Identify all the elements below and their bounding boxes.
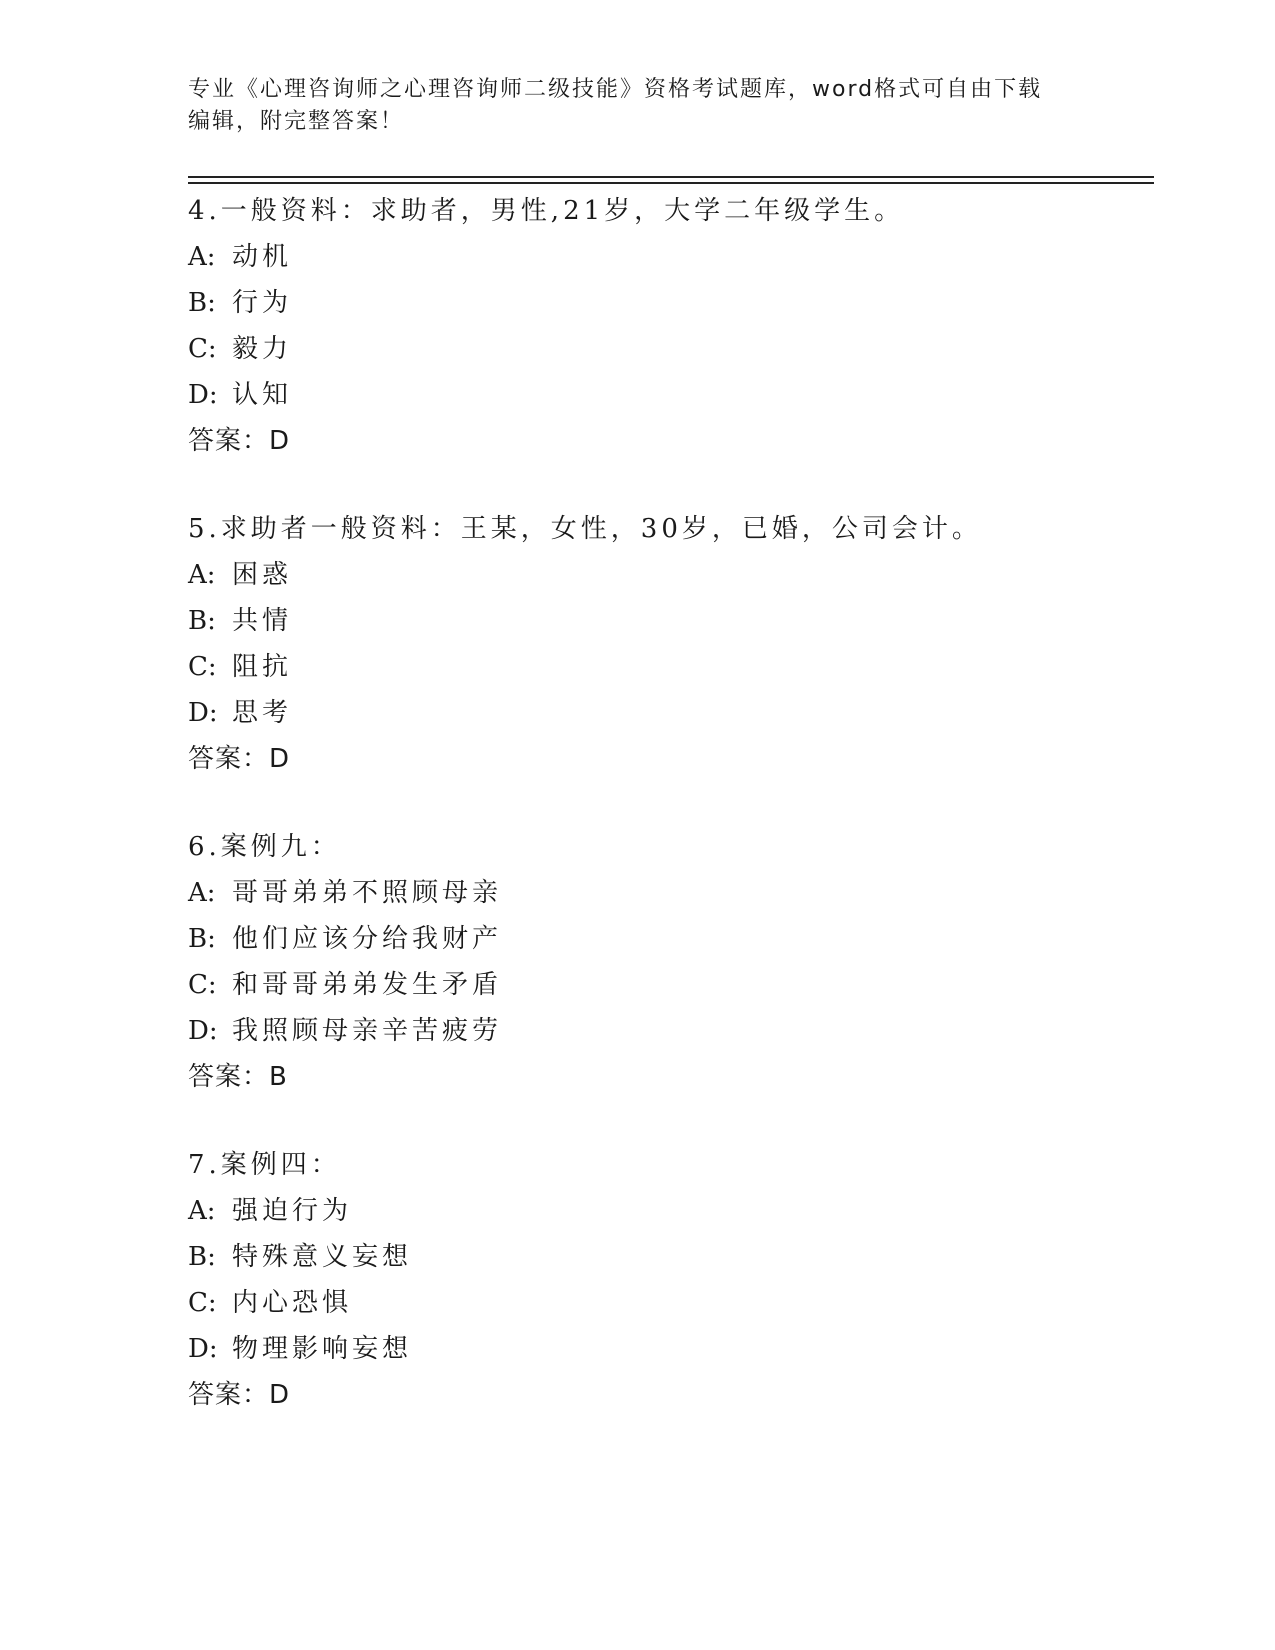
option-d xyxy=(188,1326,1148,1372)
question-5 xyxy=(188,506,1148,782)
answer-line: 答案：D xyxy=(188,426,291,456)
header-rule-top xyxy=(188,176,1154,178)
question-stem: 5.求助者一般资料：王某，女性，30岁，已婚，公司会计。 xyxy=(188,514,982,544)
option-b xyxy=(188,1234,1148,1280)
option-text: 物理影响妄想 xyxy=(232,1334,413,1364)
document-header xyxy=(188,74,1088,138)
option-letter: A: xyxy=(188,560,216,590)
question-stem: 4.一般资料：求助者，男性,21岁，大学二年级学生。 xyxy=(188,196,905,226)
option-letter: D: xyxy=(188,380,218,410)
option-text: 共情 xyxy=(232,606,293,636)
question-6 xyxy=(188,824,1148,1100)
option-letter: D: xyxy=(188,698,218,728)
option-text: 思考 xyxy=(232,698,293,728)
option-c xyxy=(188,326,1148,372)
option-text: 毅力 xyxy=(232,334,293,364)
question-stem: 6.案例九： xyxy=(188,832,341,862)
option-letter: B: xyxy=(188,924,216,954)
option-d xyxy=(188,1008,1148,1054)
option-c xyxy=(188,1280,1148,1326)
option-letter: B: xyxy=(188,1242,216,1272)
option-a xyxy=(188,552,1148,598)
option-letter: D: xyxy=(188,1334,218,1364)
question-7 xyxy=(188,1142,1148,1418)
option-letter: A: xyxy=(188,1196,216,1226)
option-letter: C: xyxy=(188,1288,217,1318)
option-text: 阻抗 xyxy=(232,652,293,682)
header-rule-bottom xyxy=(188,182,1154,184)
answer-line: 答案：D xyxy=(188,1380,291,1410)
header-line-1: 专业《心理咨询师之心理咨询师二级技能》资格考试题库，word格式可自由下载 xyxy=(188,77,1043,102)
option-text: 特殊意义妄想 xyxy=(232,1242,413,1272)
option-text: 行为 xyxy=(232,288,293,318)
option-text: 他们应该分给我财产 xyxy=(232,924,503,954)
option-a xyxy=(188,1188,1148,1234)
option-text: 认知 xyxy=(232,380,293,410)
option-letter: A: xyxy=(188,878,216,908)
option-text: 困惑 xyxy=(232,560,293,590)
option-letter: A: xyxy=(188,242,216,272)
option-c xyxy=(188,644,1148,690)
question-4 xyxy=(188,188,1148,464)
option-a xyxy=(188,870,1148,916)
option-letter: C: xyxy=(188,970,217,1000)
option-text: 强迫行为 xyxy=(232,1196,353,1226)
option-b xyxy=(188,280,1148,326)
header-line-2: 编辑，附完整答案！ xyxy=(188,109,405,134)
answer-line: 答案：B xyxy=(188,1062,288,1092)
option-letter: D: xyxy=(188,1016,218,1046)
option-letter: B: xyxy=(188,288,216,318)
option-letter: B: xyxy=(188,606,216,636)
option-a xyxy=(188,234,1148,280)
option-b xyxy=(188,916,1148,962)
option-text: 我照顾母亲辛苦疲劳 xyxy=(232,1016,503,1046)
option-c xyxy=(188,962,1148,1008)
question-list xyxy=(188,188,1148,1460)
question-stem: 7.案例四： xyxy=(188,1150,341,1180)
answer-line: 答案：D xyxy=(188,744,291,774)
option-letter: C: xyxy=(188,652,217,682)
option-d xyxy=(188,372,1148,418)
option-b xyxy=(188,598,1148,644)
option-text: 内心恐惧 xyxy=(232,1288,353,1318)
option-letter: C: xyxy=(188,334,217,364)
option-d xyxy=(188,690,1148,736)
option-text: 和哥哥弟弟发生矛盾 xyxy=(232,970,503,1000)
option-text: 动机 xyxy=(232,242,293,272)
option-text: 哥哥弟弟不照顾母亲 xyxy=(232,878,503,908)
